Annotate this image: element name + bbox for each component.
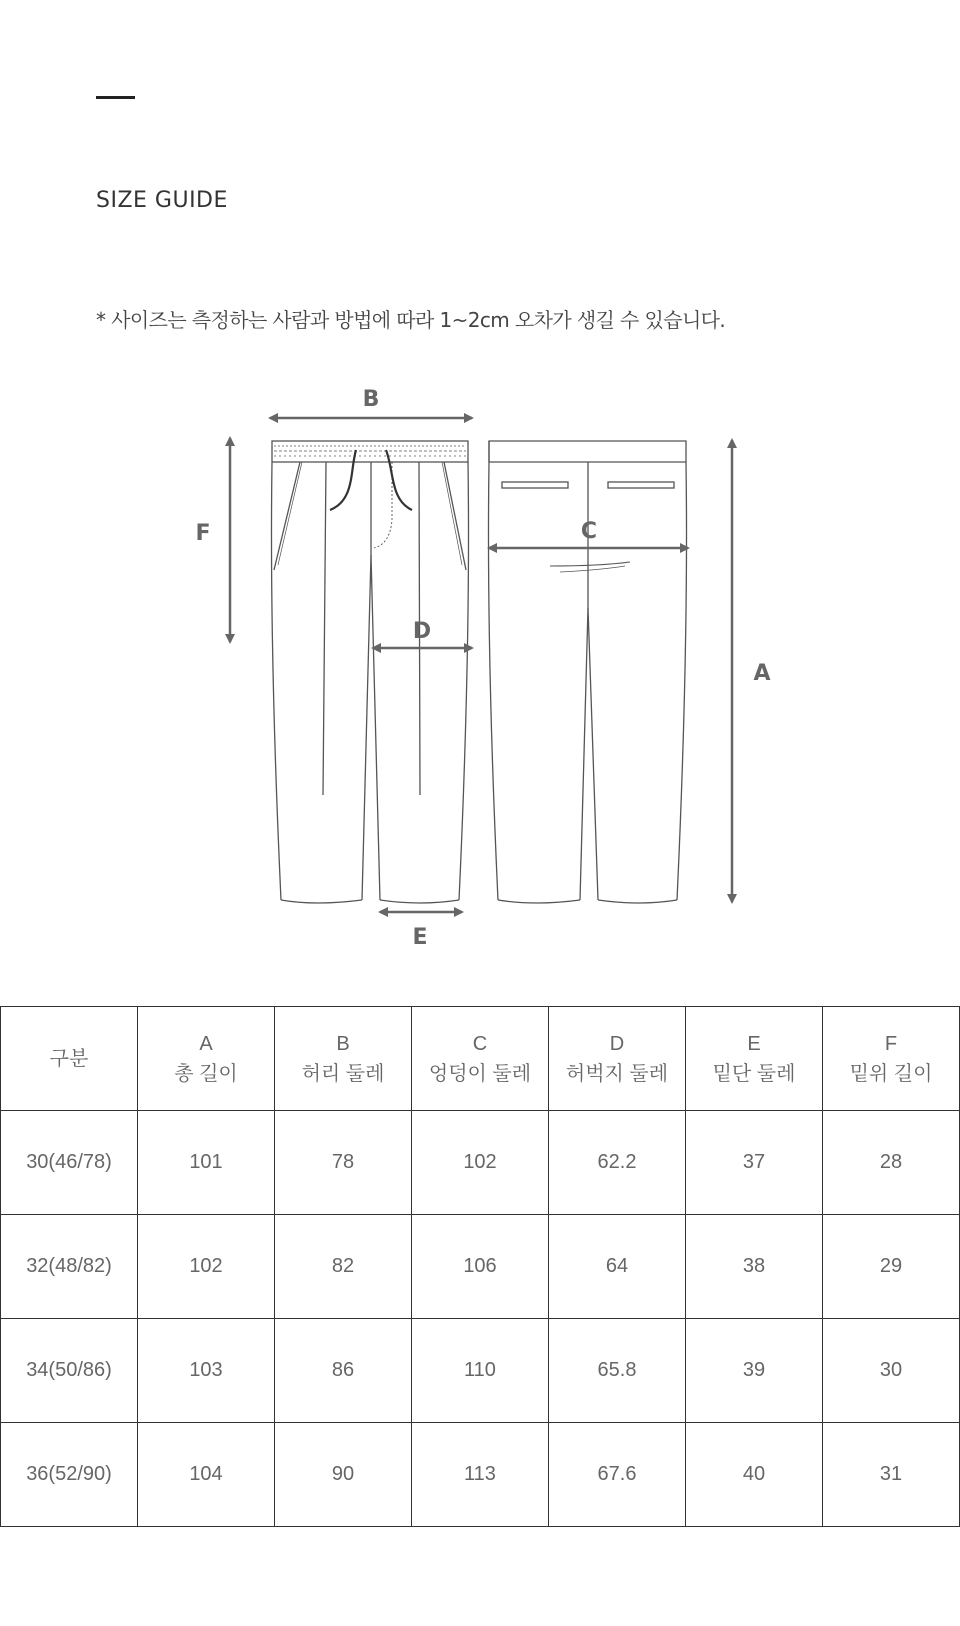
pants-back-drawing	[488, 441, 686, 903]
table-row	[1, 1215, 960, 1319]
value-cell: 104	[138, 1423, 275, 1527]
header-cell-d: D 허벅지 둘레	[549, 1007, 686, 1111]
label-c: C	[580, 519, 598, 544]
value-cell: 64	[549, 1215, 686, 1319]
value-cell: 106	[412, 1215, 549, 1319]
value-cell: 86	[275, 1319, 412, 1423]
label-e: E	[412, 925, 428, 950]
page-title: SIZE GUIDE	[96, 188, 228, 213]
size-note: * 사이즈는 측정하는 사람과 방법에 따라 1~2cm 오차가 생길 수 있습니다.	[96, 308, 726, 332]
value-cell: 29	[823, 1215, 960, 1319]
header-cell-a: A 총 길이	[138, 1007, 275, 1111]
value-cell: 102	[412, 1111, 549, 1215]
value-cell: 30	[823, 1319, 960, 1423]
size-table	[0, 1006, 960, 1527]
value-cell: 110	[412, 1319, 549, 1423]
value-cell: 40	[686, 1423, 823, 1527]
value-cell: 78	[275, 1111, 412, 1215]
value-cell: 102	[138, 1215, 275, 1319]
label-d: D	[412, 619, 432, 644]
label-a: A	[753, 661, 771, 686]
table-header-row	[1, 1007, 960, 1111]
title-dash	[96, 96, 135, 99]
value-cell: 62.2	[549, 1111, 686, 1215]
header-cell-b: B 허리 둘레	[275, 1007, 412, 1111]
header-cell-e: E 밑단 둘레	[686, 1007, 823, 1111]
table-row	[1, 1423, 960, 1527]
value-cell: 101	[138, 1111, 275, 1215]
value-cell: 67.6	[549, 1423, 686, 1527]
value-cell: 113	[412, 1423, 549, 1527]
value-cell: 39	[686, 1319, 823, 1423]
pants-front-drawing	[271, 441, 468, 903]
value-cell: 28	[823, 1111, 960, 1215]
value-cell: 38	[686, 1215, 823, 1319]
value-cell: 103	[138, 1319, 275, 1423]
table-row	[1, 1319, 960, 1423]
size-label-cell: 36(52/90)	[1, 1423, 138, 1527]
label-f: F	[195, 521, 211, 546]
size-label-cell: 34(50/86)	[1, 1319, 138, 1423]
size-label-cell: 30(46/78)	[1, 1111, 138, 1215]
value-cell: 90	[275, 1423, 412, 1527]
header-cell-category: 구분	[1, 1007, 138, 1111]
label-b: B	[362, 387, 380, 412]
size-label-cell: 32(48/82)	[1, 1215, 138, 1319]
header-cell-f: F 밑위 길이	[823, 1007, 960, 1111]
pants-measurement-diagram	[0, 360, 960, 960]
header-cell-c: C 엉덩이 둘레	[412, 1007, 549, 1111]
value-cell: 65.8	[549, 1319, 686, 1423]
value-cell: 82	[275, 1215, 412, 1319]
value-cell: 37	[686, 1111, 823, 1215]
table-row	[1, 1111, 960, 1215]
value-cell: 31	[823, 1423, 960, 1527]
